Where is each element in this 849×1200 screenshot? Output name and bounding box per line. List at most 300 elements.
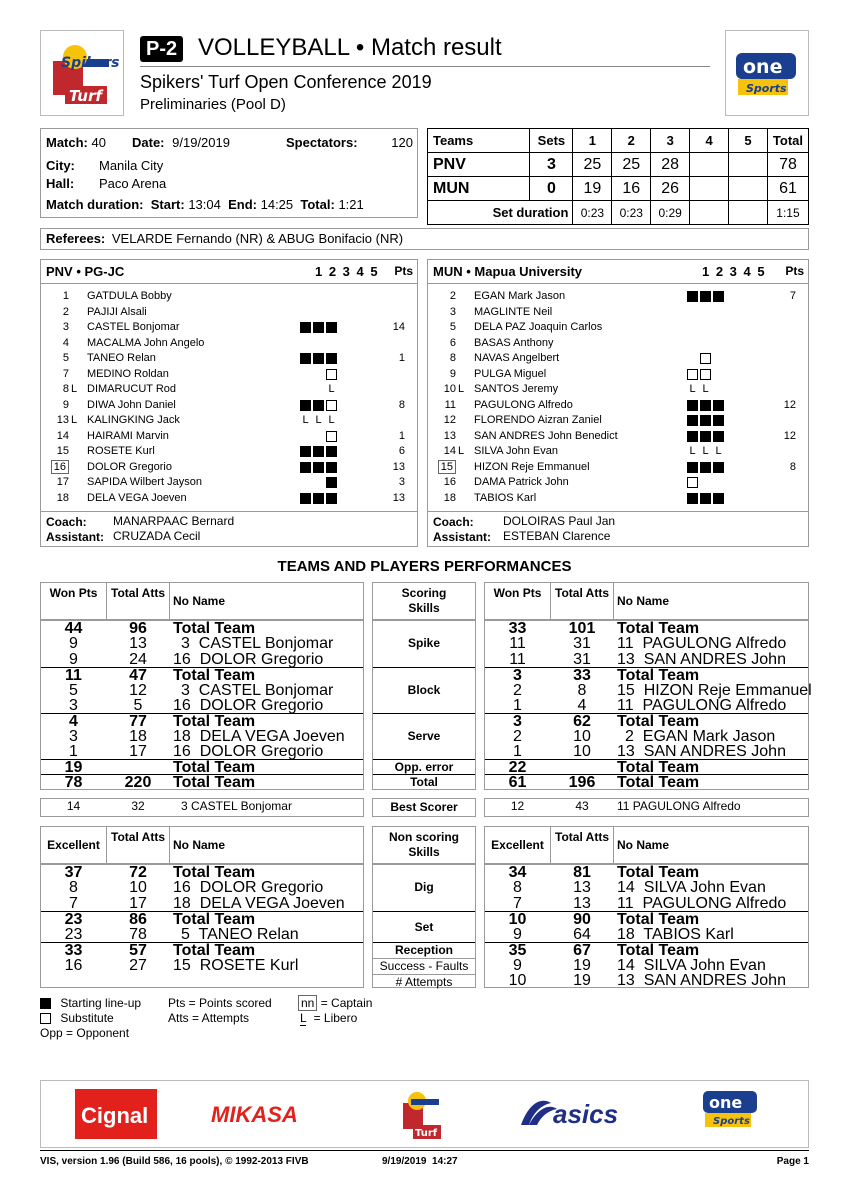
player-name: SILVA John Evan	[474, 445, 558, 457]
page-title: VOLLEYBALL • Match result	[198, 34, 502, 61]
total-value: 67	[573, 941, 591, 959]
player-number: 5	[449, 321, 456, 333]
starting-square-icon	[326, 322, 337, 333]
perf-block	[485, 713, 808, 759]
team-total-row	[485, 912, 808, 927]
svg-text:one: one	[709, 1093, 743, 1112]
player-row	[434, 336, 804, 352]
total-value: 220	[124, 774, 152, 791]
won-value: 9	[69, 650, 78, 668]
svg-text:asics: asics	[553, 1099, 619, 1129]
team-total-row	[485, 865, 808, 880]
set-participation	[687, 444, 724, 460]
name-value: 11 PAGULONG Alfredo	[617, 697, 787, 715]
player-name: DELA VEGA Joeven	[87, 491, 187, 504]
report-badge: P-2	[140, 36, 183, 62]
player-name: DIWA John Daniel	[87, 398, 176, 411]
won-value: 2	[513, 682, 522, 700]
match-info-box	[40, 128, 418, 218]
team-total-row	[41, 775, 363, 790]
set-participation	[687, 429, 724, 445]
player-points: 8	[398, 398, 405, 411]
player-stat-row	[41, 698, 363, 713]
player-name: DIMARUCUT Rod	[87, 383, 177, 395]
scoring-body-a	[40, 620, 364, 790]
total-value: 57	[129, 941, 147, 959]
player-number: 10	[443, 383, 456, 395]
player-number: 1	[62, 290, 69, 302]
player-row	[47, 336, 413, 352]
player-name: SAN ANDRES John Benedict	[474, 429, 618, 442]
won-value: 22	[508, 758, 527, 776]
set-participation	[687, 382, 711, 398]
player-number: 2	[62, 305, 69, 318]
player-name: GATDULA Bobby	[87, 290, 172, 302]
player-number: 4	[62, 336, 69, 349]
title-rule	[140, 66, 710, 67]
total-value: 96	[129, 620, 147, 637]
match-number: 40	[91, 135, 106, 150]
name-value: 5 TANEO Relan	[181, 926, 299, 944]
player-row	[434, 491, 804, 507]
set-participation	[300, 460, 337, 476]
player-name: MACALMA John Angelo	[87, 336, 205, 349]
starting-square-icon	[687, 400, 698, 411]
player-number: 3	[62, 321, 69, 333]
substitute-square-icon	[326, 400, 337, 411]
total-value: 10	[129, 879, 147, 897]
player-row	[47, 444, 413, 460]
total-value: 10	[573, 743, 591, 761]
won-value: 1	[513, 743, 522, 761]
starting-square-icon	[300, 446, 311, 457]
total-value: 72	[129, 864, 147, 881]
player-stat-row	[41, 880, 363, 895]
svg-text:Sports: Sports	[746, 82, 787, 95]
total-value: 8	[577, 682, 587, 700]
name-value: 3 CASTEL Bonjomar	[181, 635, 334, 653]
team-a-set-header: 1 2 3 4 5	[315, 264, 378, 279]
perf-block	[41, 667, 363, 713]
won-value: 8	[513, 879, 522, 897]
team-b-coach: DOLOIRAS Paul Jan	[503, 514, 616, 528]
player-name: SANTOS Jeremy	[474, 383, 559, 395]
competition-name: Spikers' Turf Open Conference 2019	[140, 72, 432, 92]
player-points: 8	[789, 460, 796, 473]
won-value: 3	[513, 712, 522, 730]
team-a-roster	[40, 259, 418, 547]
won-value: 1	[69, 743, 78, 761]
captain-box: 15	[438, 460, 456, 474]
total-value: 10	[573, 728, 591, 746]
won-value: 1	[513, 697, 522, 715]
libero-mark: L	[458, 383, 465, 395]
set-participation	[687, 491, 724, 507]
name-value: 3 CASTEL Bonjomar	[181, 682, 334, 700]
nonscoring-header-b: Excellent Total Atts No Name	[484, 826, 809, 864]
perf-block	[485, 774, 808, 789]
won-value: 9	[69, 635, 78, 653]
starting-square-icon	[300, 400, 311, 411]
team-total-row	[41, 714, 363, 729]
substitute-square-icon	[326, 431, 337, 442]
player-row	[434, 320, 804, 336]
player-number	[434, 460, 456, 476]
skill-name: Block	[407, 682, 441, 697]
name-value: Total Team	[617, 758, 700, 776]
nonscoring-body-b	[484, 864, 809, 988]
set-participation	[687, 413, 724, 429]
player-stat-row	[485, 636, 808, 651]
skill-sub: # Attempts	[373, 974, 475, 990]
perf-block	[485, 942, 808, 988]
name-value: 18 TABIOS Karl	[617, 926, 734, 944]
won-value: 61	[508, 774, 527, 791]
name-value: 14 SILVA John Evan	[617, 956, 766, 974]
total-value: 18	[129, 728, 147, 746]
total-value: 196	[568, 774, 596, 791]
asics-logo	[521, 1099, 618, 1129]
spectators-label: Spectators:	[286, 135, 358, 150]
player-name: MEDINO Roldan	[87, 367, 169, 380]
player-points: 14	[392, 321, 405, 333]
performances-title: TEAMS AND PLAYERS PERFORMANCES	[277, 558, 572, 575]
total-value: 19	[573, 956, 591, 974]
set-participation	[300, 429, 337, 445]
player-stat-row	[41, 927, 363, 942]
substitute-square-icon	[687, 369, 698, 380]
won-value: 19	[64, 758, 83, 776]
player-name: TABIOS Karl	[474, 491, 537, 504]
score-table: Teams Sets 1 2 3 4 5 Total PNV 3 25 25 28 78 MUN 0 19 16 26 61 Set duration 0:23 0:23 0:29 1:15	[427, 128, 809, 225]
best-scorer-a: 14 32 3 CASTEL Bonjomar	[40, 798, 364, 817]
total-value: 47	[129, 666, 147, 684]
player-stat-row	[41, 652, 363, 667]
player-number: 6	[449, 336, 456, 349]
player-stat-row	[485, 729, 808, 744]
date-label: Date:	[132, 135, 165, 150]
won-value: 9	[513, 956, 522, 974]
starting-square-icon	[300, 493, 311, 504]
starting-square-icon	[713, 415, 724, 426]
name-value: 13 SAN ANDRES John	[617, 972, 786, 990]
starting-square-icon	[300, 353, 311, 364]
starting-square-icon	[700, 431, 711, 442]
set-participation	[687, 351, 724, 367]
set-participation	[300, 398, 337, 414]
team-total-row	[485, 943, 808, 958]
libero-set-mark: L	[702, 383, 709, 396]
starting-square-icon	[687, 415, 698, 426]
mikasa-logo	[211, 1102, 298, 1127]
skill-cell	[373, 774, 475, 789]
total-value: 64	[573, 926, 591, 944]
total-value: 77	[129, 712, 147, 730]
skill-name: Total	[410, 775, 438, 789]
skill-name: Opp. error	[394, 759, 454, 774]
player-number: 18	[443, 491, 456, 504]
team-b-assistant: ESTEBAN Clarence	[503, 529, 611, 543]
scoring-header-a: Won Pts Total Atts No Name	[40, 582, 364, 620]
set-participation	[300, 413, 337, 429]
starting-square-icon	[700, 493, 711, 504]
player-stat-row	[485, 682, 812, 700]
team-total-row	[41, 760, 363, 775]
player-number: 15	[56, 445, 69, 457]
name-value: Total Team	[617, 666, 700, 684]
starting-square-icon	[713, 462, 724, 473]
player-row	[47, 398, 413, 414]
name-value: 16 DOLOR Gregorio	[173, 697, 324, 715]
starting-square-icon	[713, 493, 724, 504]
total-value: 13	[573, 879, 591, 897]
right-logo	[725, 30, 809, 116]
name-value: 11 PAGULONG Alfredo	[617, 894, 787, 912]
nonscoring-body-skill	[372, 864, 476, 988]
player-number: 5	[62, 352, 69, 364]
name-value: Total Team	[617, 620, 700, 637]
libero-set-mark: L	[315, 414, 322, 427]
total-value: 17	[129, 894, 147, 912]
date-value: 9/19/2019	[172, 135, 230, 150]
libero-set-mark: L	[689, 445, 696, 458]
player-row	[434, 413, 804, 429]
player-stat-row	[41, 744, 363, 759]
set-duration-row: Set duration 0:23 0:23 0:29 1:15	[428, 201, 809, 225]
player-number: 3	[449, 305, 456, 318]
player-stat-row	[485, 958, 808, 973]
player-stat-row	[485, 744, 808, 759]
total-value: 101	[568, 620, 596, 637]
player-points: 13	[392, 491, 405, 504]
player-stat-row	[485, 896, 808, 911]
name-value: 11 PAGULONG Alfredo	[617, 635, 787, 653]
starting-square-icon	[326, 462, 337, 473]
hall-label: Hall:	[46, 176, 75, 191]
score-row-mun: MUN 0 19 16 26 61	[428, 177, 809, 201]
total-value: 24	[129, 650, 147, 668]
total-value: 33	[573, 666, 591, 684]
set-participation	[300, 444, 337, 460]
name-value: Total Team	[173, 620, 256, 637]
player-stat-row	[485, 973, 808, 988]
scoring-header-skill: Scoring Skills	[372, 582, 476, 620]
player-name: DELA PAZ Joaquin Carlos	[474, 321, 603, 333]
name-value: Total Team	[173, 666, 256, 684]
starting-square-icon	[313, 462, 324, 473]
player-number: 17	[56, 476, 69, 488]
starting-square-icon	[713, 400, 724, 411]
team-b-set-header: 1 2 3 4 5	[702, 264, 765, 279]
svg-text:Spikers: Spikers	[61, 55, 120, 71]
player-points: 1	[398, 352, 405, 364]
won-value: 23	[64, 910, 83, 928]
nonscoring-body-a	[40, 864, 364, 988]
player-stat-row	[41, 636, 363, 651]
player-row	[47, 491, 413, 507]
player-number: 12	[443, 414, 456, 426]
won-value: 3	[513, 666, 522, 684]
set-participation	[687, 460, 724, 476]
player-row	[434, 351, 804, 367]
legend: Starting line-up Substitute Opp = Opponent Pts = Points scored Atts = Attempts nn = Captain L = Libero	[40, 996, 373, 1040]
player-points: 3	[398, 476, 405, 488]
total-value: 62	[573, 712, 591, 730]
name-value: Total Team	[617, 941, 700, 959]
libero-set-mark: L	[689, 383, 696, 396]
won-value: 5	[69, 682, 78, 700]
skill-cell	[373, 942, 475, 988]
team-total-row	[485, 775, 808, 790]
perf-block	[41, 621, 363, 667]
referees-value: VELARDE Fernando (NR) & ABUG Bonifacio (NR)	[111, 231, 404, 246]
captain-symbol: nn	[298, 995, 317, 1011]
libero-mark: L	[71, 414, 78, 426]
team-a-coach: MANARPAAC Bernard	[113, 514, 235, 528]
starting-square-icon	[713, 431, 724, 442]
team-b-roster	[427, 259, 809, 547]
player-points: 12	[783, 398, 796, 411]
player-row	[47, 305, 413, 321]
team-total-row	[41, 912, 363, 927]
perf-block	[41, 911, 363, 942]
player-stat-row	[485, 652, 808, 667]
team-a-pts-header: Pts	[394, 264, 413, 278]
starting-square-icon	[687, 493, 698, 504]
nonscoring-header-a: Excellent Total Atts No Name	[40, 826, 364, 864]
libero-symbol: L	[300, 1011, 307, 1025]
referees-label: Referees:	[46, 231, 106, 246]
player-row	[434, 475, 804, 491]
total-value: 81	[573, 864, 591, 881]
match-label: Match:	[46, 135, 88, 150]
won-value: 11	[65, 666, 82, 684]
won-value: 11	[509, 635, 526, 653]
starting-square-icon	[300, 322, 311, 333]
won-value: 44	[64, 620, 83, 637]
perf-block	[41, 865, 363, 911]
perf-block	[485, 759, 808, 774]
player-row	[47, 289, 413, 305]
player-row	[434, 367, 804, 383]
player-name: ROSETE Kurl	[87, 445, 155, 457]
player-name: PAJIJI Alsali	[87, 305, 147, 318]
player-name: BASAS Anthony	[474, 336, 554, 349]
player-number: 9	[449, 367, 456, 380]
name-value: 16 DOLOR Gregorio	[173, 879, 324, 897]
match-duration: Match duration: Start: 13:04 End: 14:25 Total: 1:21	[46, 197, 364, 212]
player-row	[47, 413, 413, 429]
name-value: 18 DELA VEGA Joeven	[173, 894, 345, 912]
svg-text:Turf: Turf	[415, 1128, 438, 1139]
player-number: 16	[443, 476, 456, 488]
won-value: 23	[64, 926, 83, 944]
won-value: 7	[69, 894, 78, 912]
skill-cell	[373, 865, 475, 911]
player-row	[434, 289, 804, 305]
player-name: SAPIDA Wilbert Jayson	[87, 476, 202, 488]
svg-text:Turf: Turf	[69, 87, 102, 105]
team-total-row	[485, 668, 808, 683]
team-b-name: MUN • Mapua University	[433, 264, 583, 279]
scoring-body-skill	[372, 620, 476, 790]
starting-square-icon	[700, 400, 711, 411]
starting-square-icon	[687, 431, 698, 442]
name-value: 13 SAN ANDRES John	[617, 743, 786, 761]
player-name: PULGA Miguel	[474, 367, 547, 380]
won-value: 33	[508, 620, 527, 637]
player-stat-row	[41, 896, 363, 911]
total-value: 78	[129, 926, 147, 944]
name-value: Total Team	[617, 910, 700, 928]
team-a-coach-label: Coach:	[46, 515, 87, 529]
player-stat-row	[485, 880, 808, 895]
libero-mark: L	[458, 445, 465, 457]
set-participation	[687, 367, 711, 383]
starting-square-icon	[326, 353, 337, 364]
perf-block	[485, 621, 808, 667]
player-stat-row	[485, 698, 808, 713]
libero-set-mark: L	[715, 445, 722, 458]
won-value: 34	[508, 864, 527, 881]
libero-set-mark: L	[302, 414, 309, 427]
name-value: 15 HIZON Reje Emmanuel	[617, 682, 812, 700]
team-total-row	[41, 621, 363, 636]
best-scorer-b: 12 43 11 PAGULONG Alfredo	[484, 798, 809, 817]
set-participation	[687, 398, 724, 414]
player-number: 14	[443, 445, 456, 457]
player-number: 9	[62, 398, 69, 411]
player-stat-row	[485, 927, 808, 942]
team-total-row	[485, 714, 808, 729]
sponsor-bar	[40, 1080, 809, 1148]
won-value: 10	[508, 910, 527, 928]
player-row	[47, 351, 413, 367]
hall-value: Paco Arena	[99, 176, 167, 191]
player-stat-row	[41, 958, 363, 973]
total-value: 90	[573, 910, 591, 928]
skill-cell	[373, 621, 475, 667]
name-value: Total Team	[173, 712, 256, 730]
perf-block	[485, 911, 808, 942]
team-total-row	[485, 760, 808, 775]
starting-square-icon	[313, 353, 324, 364]
name-value: 16 DOLOR Gregorio	[173, 650, 324, 668]
referees-box	[40, 228, 809, 250]
won-value: 7	[513, 894, 522, 912]
starting-square-icon	[326, 477, 337, 488]
name-value: 2 EGAN Mark Jason	[625, 728, 776, 746]
skill-name: Set	[414, 919, 434, 934]
starting-square-icon	[300, 462, 311, 473]
team-a-assistant-label: Assistant:	[46, 530, 105, 544]
phase-name: Preliminaries (Pool D)	[140, 96, 286, 113]
spectators-value: 120	[391, 135, 413, 150]
player-name: NAVAS Angelbert	[474, 352, 560, 364]
substitute-square-icon	[700, 353, 711, 364]
name-value: Total Team	[617, 712, 700, 730]
player-row	[434, 444, 804, 460]
player-number: 14	[56, 429, 69, 442]
starting-square-icon	[313, 446, 324, 457]
player-row	[47, 460, 413, 476]
total-value: 86	[129, 910, 147, 928]
player-name: TANEO Relan	[87, 352, 156, 364]
total-value: 4	[577, 697, 587, 715]
svg-text:Sports: Sports	[713, 1116, 750, 1127]
player-number	[47, 460, 69, 476]
won-value: 78	[64, 774, 83, 791]
